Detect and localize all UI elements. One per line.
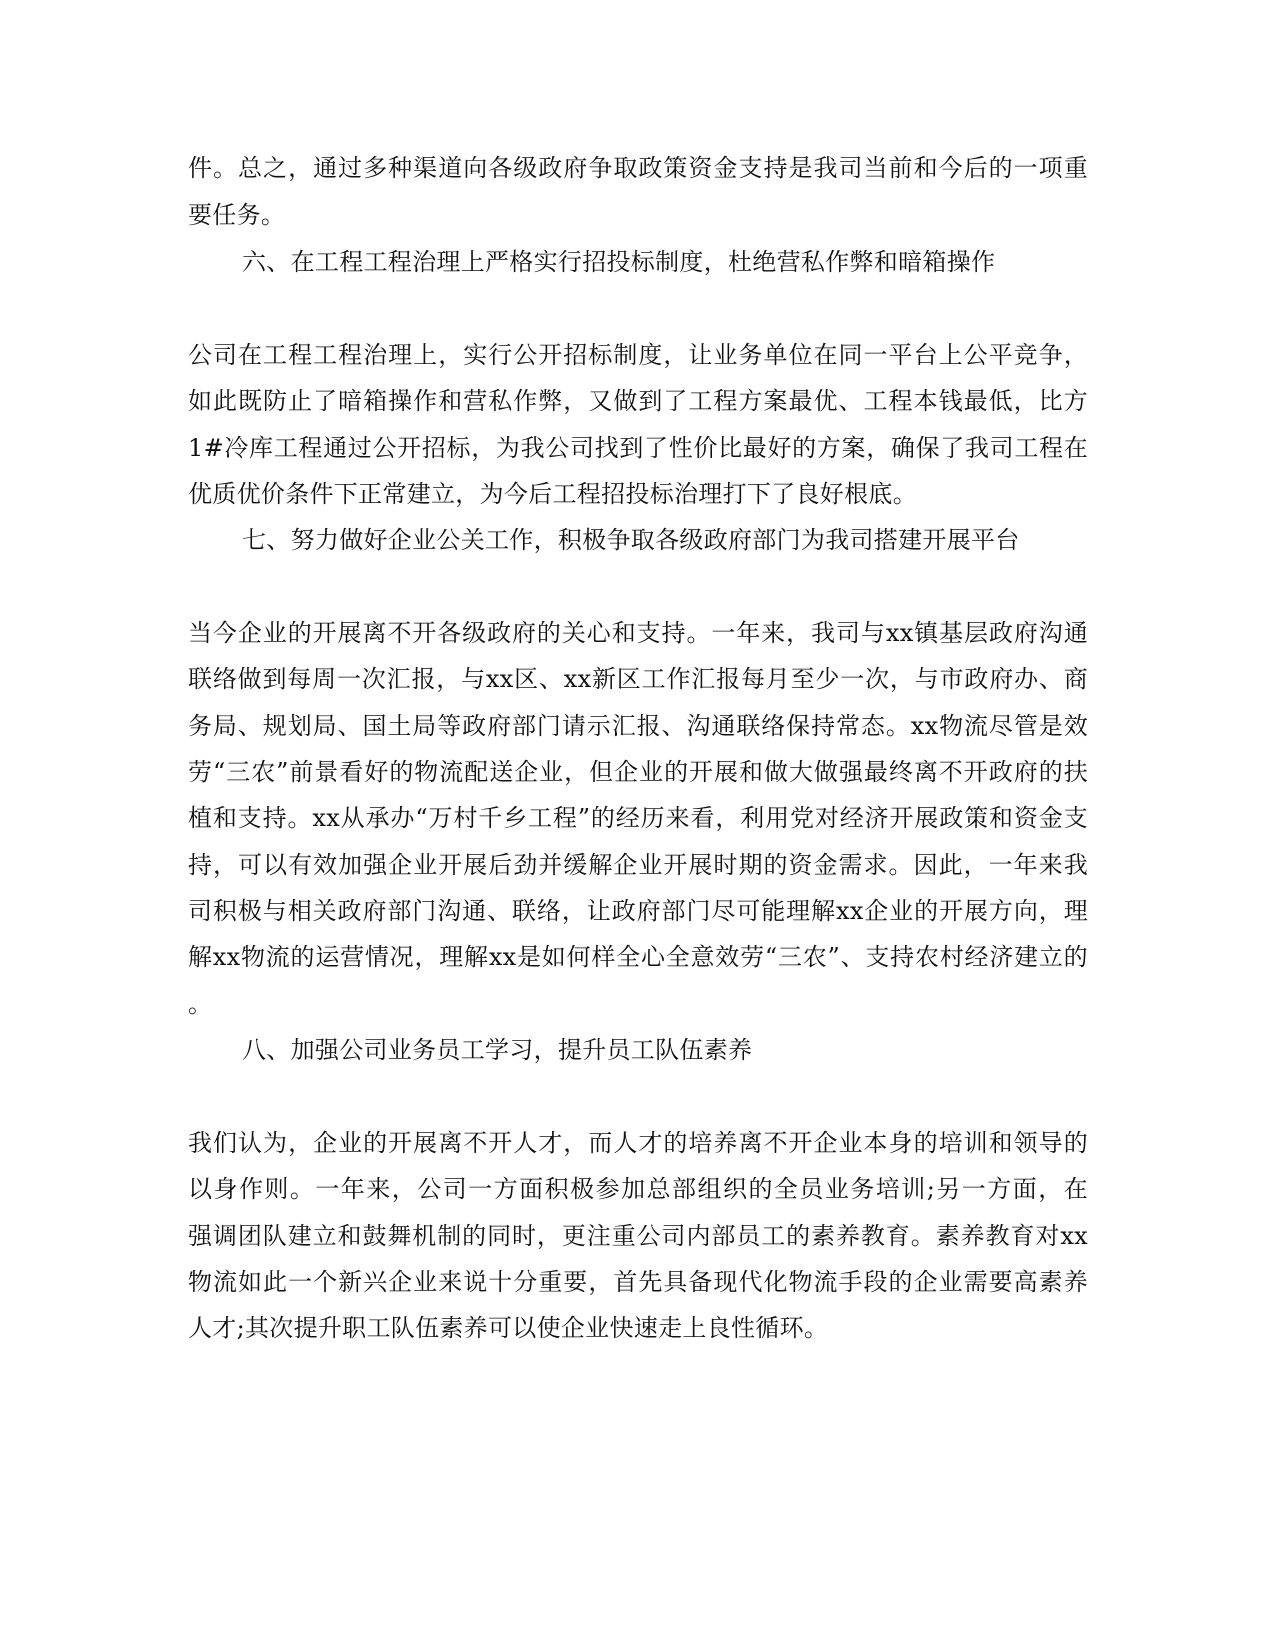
body-text-line: 解xx物流的运营情况，理解xx是如何样全心全意效劳“三农”、支持农村经济建立的 [188, 943, 1088, 971]
body-text-line: 植和支持。xx从承办“万村千乡工程”的经历来看，利用党对经济开展政策和资金支 [188, 804, 1088, 832]
body-text-line: 。 [188, 990, 213, 1018]
body-text-line: 优质优价条件下正常建立，为今后工程招投标治理打下了良好根底。 [188, 480, 917, 508]
body-text-line: 要任务。 [188, 201, 286, 229]
body-text-line: 当今企业的开展离不开各级政府的关心和支持。一年来，我司与xx镇基层政府沟通 [188, 619, 1088, 647]
section-heading-8: 八、加强公司业务员工学习，提升员工队伍素养 [242, 1036, 753, 1064]
body-text-line: 强调团队建立和鼓舞机制的同时，更注重公司内部员工的素养教育。素养教育对xx [188, 1222, 1088, 1250]
section-heading-7: 七、努力做好企业公关工作，积极争取各级政府部门为我司搭建开展平台 [242, 526, 1020, 554]
body-text-line: 联络做到每周一次汇报，与xx区、xx新区工作汇报每月至少一次，与市政府办、商 [188, 665, 1088, 693]
body-text-line: 司积极与相关政府部门沟通、联络，让政府部门尽可能理解xx企业的开展方向，理 [188, 897, 1088, 925]
body-text-line: 劳“三农”前景看好的物流配送企业，但企业的开展和做大做强最终离不开政府的扶 [188, 758, 1088, 786]
body-text-line: 持，可以有效加强企业开展后劲并缓解企业开展时期的资金需求。因此，一年来我 [188, 851, 1088, 879]
body-text-line: 公司在工程工程治理上，实行公开招标制度，让业务单位在同一平台上公平竞争， [188, 341, 1088, 369]
body-text-line: 我们认为，企业的开展离不开人才，而人才的培养离不开企业本身的培训和领导的 [188, 1129, 1088, 1157]
body-text-line: 物流如此一个新兴企业来说十分重要，首先具备现代化物流手段的企业需要高素养 [188, 1268, 1088, 1296]
body-text-line: 如此既防止了暗箱操作和营私作弊，又做到了工程方案最优、工程本钱最低，比方 [188, 387, 1088, 415]
body-text-line: 务局、规划局、国土局等政府部门请示汇报、沟通联络保持常态。xx物流尽管是效 [188, 712, 1088, 740]
section-heading-6: 六、在工程工程治理上严格实行招投标制度，杜绝营私作弊和暗箱操作 [242, 248, 996, 276]
body-text-line: 件。总之，通过多种渠道向各级政府争取政策资金支持是我司当前和今后的一项重 [188, 154, 1088, 182]
body-text-line: 人才;其次提升职工队伍素养可以使企业快速走上良性循环。 [188, 1314, 829, 1342]
body-text-line: 1#冷库工程通过公开招标，为我公司找到了性价比最好的方案，确保了我司工程在 [188, 434, 1088, 462]
body-text-line: 以身作则。一年来，公司一方面积极参加总部组织的全员业务培训;另一方面，在 [188, 1175, 1088, 1203]
